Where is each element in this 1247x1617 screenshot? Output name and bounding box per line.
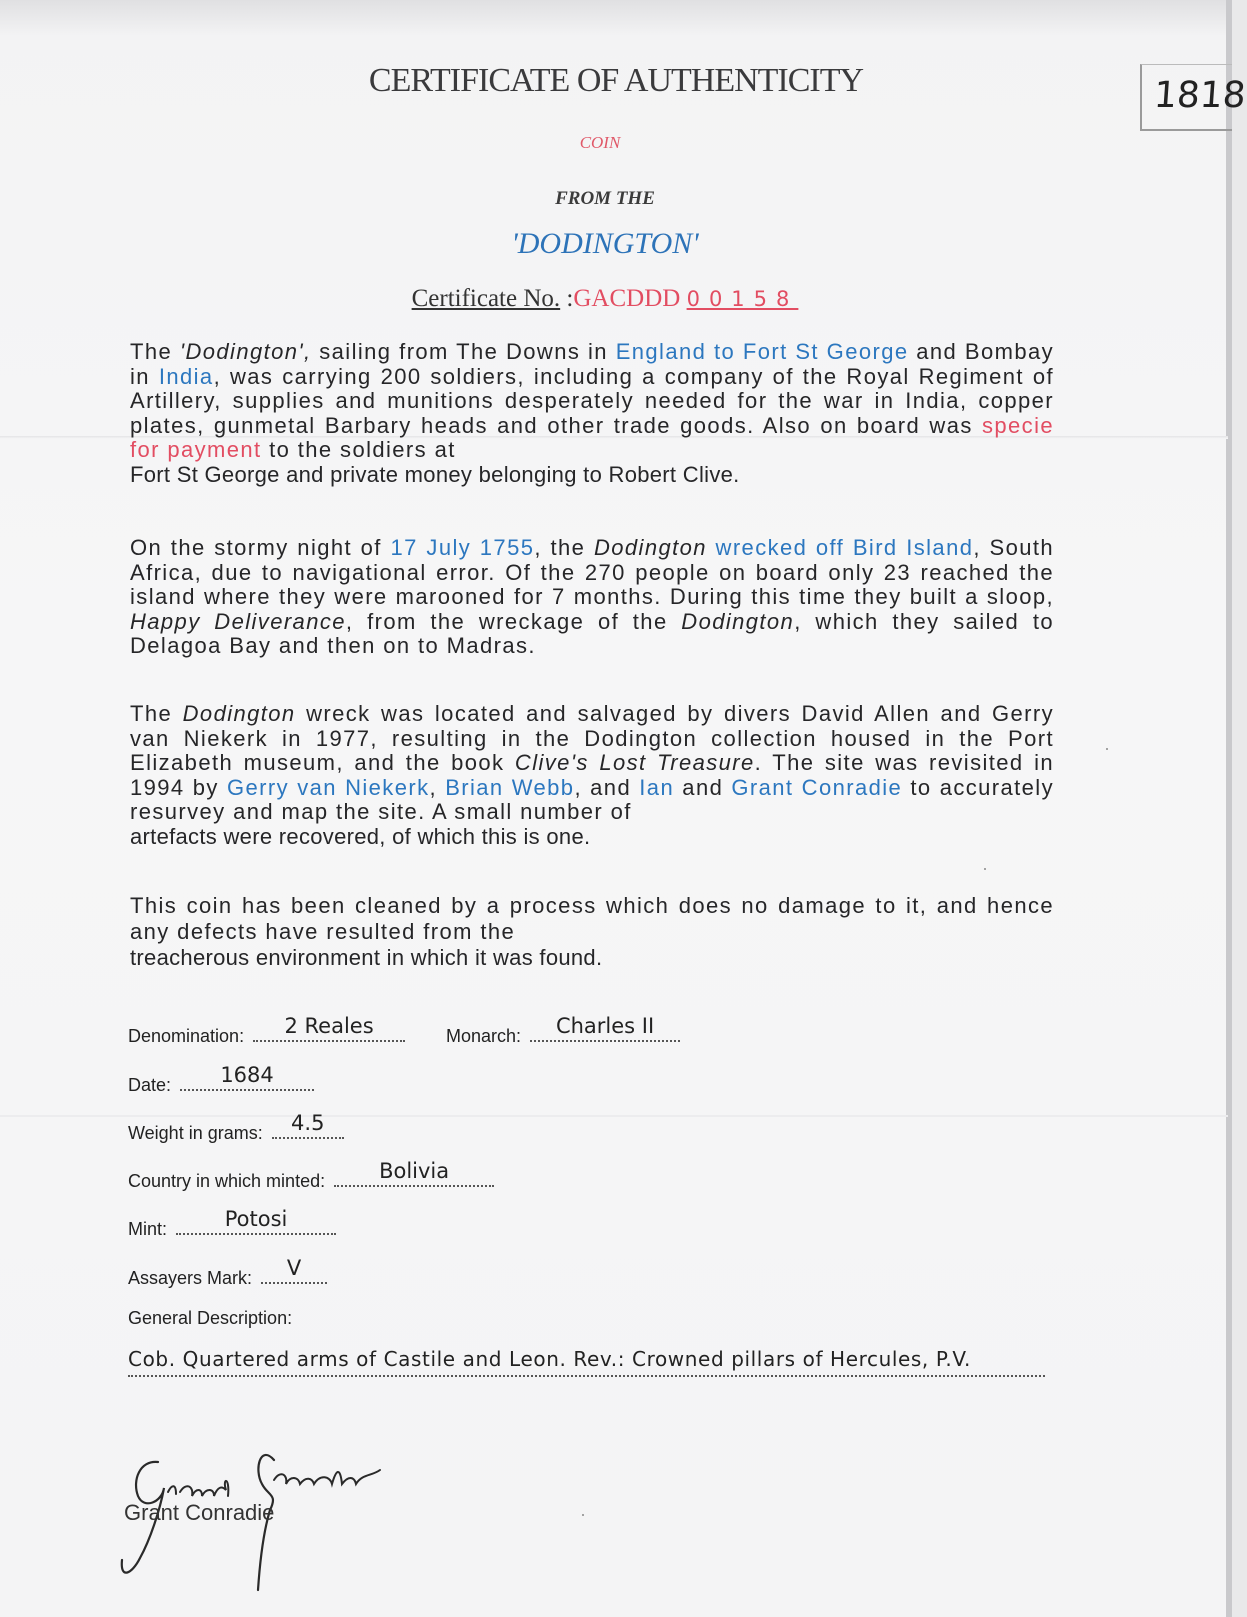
date-field (128, 1063, 314, 1096)
general-description-field (128, 1308, 292, 1329)
denomination-value: 2 Reales (284, 1014, 374, 1038)
date-value: 1684 (220, 1063, 274, 1087)
text-run: , South Africa, due to navigational error. Of the 270 people on board only 23 reached the island where they were marooned for 7 months. During this time they built a sloop, (130, 535, 1055, 609)
scan-top-shadow (0, 0, 1228, 36)
country-value: Bolivia (379, 1159, 450, 1183)
certificate-number-digits: 00158 (686, 287, 799, 311)
weight-value: 4.5 (291, 1111, 325, 1135)
date-line (180, 1063, 314, 1091)
certificate-number-prefix: GACDDD (573, 285, 681, 312)
weight-field (128, 1111, 344, 1144)
certificate-number-label: Certificate No. (411, 285, 561, 312)
denomination-label: Denomination: (128, 1026, 245, 1046)
text-run: Fort St George and private money belonging to Robert Clive. (130, 461, 740, 487)
text-run: to the soldiers at (261, 437, 456, 462)
highlight-name: Brian Webb (445, 774, 575, 800)
history-paragraph (130, 340, 1054, 487)
salvage-paragraph (130, 702, 1054, 849)
mint-label: Mint: (128, 1219, 168, 1239)
text-run: wreck was located and salvaged by divers David Allen and Gerry van Niekerk in 1977, resulting in the Dodington collection housed in the Port Elizabeth museum, and the book (130, 701, 1054, 775)
from-label: FROM THE (555, 188, 655, 209)
denomination-field (128, 1014, 405, 1047)
text-run: , from the wreckage of the (345, 608, 682, 634)
mint-field (128, 1207, 336, 1240)
handwritten-reference: 1818 (1152, 75, 1247, 116)
certificate-number-separator: : (560, 285, 574, 312)
highlight-name: Ian (639, 774, 675, 800)
general-description-line (128, 1345, 1045, 1377)
text-run: . The site was revisited in 1994 by (130, 750, 1054, 800)
highlight-location: wrecked off Bird Island (715, 535, 974, 560)
text-run (707, 535, 716, 560)
monarch-line (530, 1014, 680, 1042)
assayers-mark-line (261, 1256, 327, 1284)
text-run: The (130, 701, 183, 726)
weight-line (272, 1111, 344, 1139)
text-run: , and (574, 774, 640, 800)
general-description-label: General Description: (128, 1308, 293, 1328)
country-label: Country in which minted: (128, 1171, 326, 1191)
text-run: to accurately resurvey and map the site. A small number of (130, 774, 1054, 824)
text-run: artefacts were recovered, of which this is one. (130, 823, 591, 849)
country-field (128, 1159, 494, 1192)
text-run: sailing from The Downs in (311, 339, 616, 364)
ship-name: 'DODINGTON' (511, 227, 699, 260)
paper-edge (1226, 0, 1232, 1617)
text-run: On the stormy night of (130, 535, 391, 560)
cleaning-paragraph (130, 893, 1054, 971)
general-description-value: Cob. Quartered arms of Castile and Leon. Rev.: Crowned pillars of Hercules, P.V. (128, 1347, 972, 1371)
text-run: Clive's Lost Treasure (514, 750, 755, 775)
denomination-line (253, 1014, 405, 1042)
assayers-mark-field (128, 1256, 327, 1289)
text-run: treacherous environment in which it was found. (130, 945, 603, 970)
text-run: , the (534, 535, 594, 560)
handwritten-reference-box (1140, 64, 1247, 131)
highlight-name: Gerry van Niekerk (227, 774, 430, 800)
paper-speck (984, 868, 986, 870)
highlight-specie: specie for payment (130, 412, 1054, 462)
highlight-name: Grant Conradie (731, 774, 903, 800)
item-type-label: COIN (579, 133, 621, 152)
text-run: and Bombay in (130, 339, 1054, 389)
certificate-number (0, 285, 1210, 313)
paper-speck (582, 1514, 584, 1516)
text-run: Dodington (593, 535, 707, 560)
certificate-title: CERTIFICATE OF AUTHENTICITY (368, 62, 864, 99)
text-run: Dodington (182, 701, 296, 726)
country-line (334, 1159, 494, 1187)
highlight-date: 17 July 1755 (390, 535, 535, 560)
assayers-mark-value: V (286, 1256, 302, 1280)
mint-line (176, 1207, 336, 1235)
monarch-field (446, 1014, 680, 1047)
text-run: , which they sailed to Delagoa Bay and then on to Madras. (130, 608, 1054, 658)
date-label: Date: (128, 1075, 172, 1095)
highlight-country: India (158, 363, 214, 389)
text-run: 'Dodington', (179, 339, 312, 364)
monarch-value: Charles II (555, 1014, 655, 1038)
wreck-paragraph (130, 536, 1054, 659)
monarch-label: Monarch: (446, 1026, 522, 1046)
signatory-name: Grant Conradie (124, 1500, 275, 1525)
text-run: This coin has been cleaned by a process which does no damage to it, and hence any defects have resulted from the (130, 893, 1054, 944)
weight-label: Weight in grams: (128, 1123, 263, 1143)
highlight-route: England to Fort St George (615, 339, 909, 364)
text-run: Happy Deliverance (130, 608, 346, 634)
mint-value: Potosi (224, 1207, 288, 1231)
text-run: , was carrying 200 soldiers, including a company of the Royal Regiment of Artillery, supplies and munitions desperately needed for the war in India, copper plates, gunmetal Barbary heads and other trade goods. Also on board was (130, 363, 1054, 438)
text-run: and (674, 774, 732, 800)
paper-speck (1106, 748, 1108, 750)
text-run: The (130, 339, 180, 364)
text-run: , (429, 774, 446, 800)
assayers-mark-label: Assayers Mark: (128, 1268, 253, 1288)
text-run: Dodington (681, 608, 795, 634)
